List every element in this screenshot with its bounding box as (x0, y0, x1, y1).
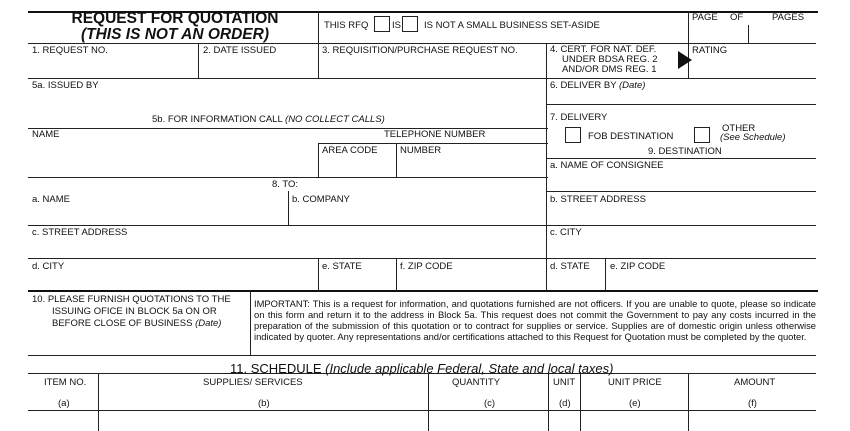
rule (688, 373, 689, 431)
rule (580, 373, 581, 431)
pages-label: PAGES (772, 12, 805, 23)
rule (98, 373, 99, 431)
rule (396, 258, 397, 290)
fob-destination-checkbox[interactable] (565, 127, 581, 143)
form-title: REQUEST FOR QUOTATION (71, 10, 279, 27)
cert-label-line1: 4. CERT. FOR NAT. DEF. (550, 44, 657, 55)
rule (198, 43, 199, 78)
furnish-date-hint: (Date) (195, 318, 222, 329)
rating-label: RATING (692, 45, 728, 56)
furnish-line2: ISSUING OFICE IN BLOCK 5a ON OR (52, 306, 217, 317)
fob-destination-label: FOB DESTINATION (588, 131, 674, 142)
rule (28, 258, 816, 259)
col-unit-price-letter: (e) (629, 398, 641, 409)
info-call-label (152, 115, 385, 125)
rule (28, 177, 548, 178)
other-checkbox[interactable] (694, 127, 710, 143)
rule (748, 25, 749, 43)
request-no-label: 1. REQUEST NO. (32, 45, 108, 56)
col-supplies: SUPPLIES/ SERVICES (203, 377, 303, 388)
rfq-set-aside-label: IS NOT A SMALL BUSINESS SET-ASIDE (424, 20, 600, 31)
no-collect-note: (NO COLLECT CALLS) (285, 114, 385, 125)
to-city-label: d. CITY (32, 261, 65, 272)
arrow-right-icon (678, 51, 692, 69)
rule (546, 43, 547, 290)
rule (28, 290, 818, 292)
to-street-label: c. STREET ADDRESS (32, 227, 128, 238)
phone-number-label: NUMBER (400, 145, 442, 156)
col-unit: UNIT (553, 377, 576, 388)
destination-label: 9. DESTINATION (648, 146, 722, 157)
delivery-label: 7. DELIVERY (550, 112, 608, 123)
rule (28, 355, 816, 356)
to-name-label: a. NAME (32, 194, 71, 205)
rule (288, 191, 289, 225)
dest-zip-label: e. ZIP CODE (610, 261, 666, 272)
rule (546, 104, 816, 105)
rule (318, 143, 548, 144)
of-label: OF (730, 12, 744, 23)
issued-by-label: 5a. ISSUED BY (32, 80, 99, 91)
rule (28, 410, 816, 411)
col-supplies-letter: (b) (258, 398, 270, 409)
rfq-is-checkbox[interactable] (374, 16, 390, 32)
requisition-label: 3. REQUISITION/PURCHASE REQUEST NO. (322, 45, 518, 56)
furnish-line3 (52, 319, 221, 329)
dest-street-label: b. STREET ADDRESS (550, 194, 646, 205)
deliver-by-label (550, 81, 645, 91)
col-quantity-letter: (c) (484, 398, 496, 409)
col-unit-price: UNIT PRICE (608, 377, 662, 388)
col-unit-letter: (d) (559, 398, 571, 409)
furnish-line1: 10. PLEASE FURNISH QUOTATIONS TO THE (32, 294, 231, 305)
page-label: PAGE (692, 12, 718, 23)
to-label: 8. TO: (272, 179, 299, 190)
date-issued-label: 2. DATE ISSUED (203, 45, 277, 56)
rule (318, 11, 319, 78)
rule (546, 158, 816, 159)
rule (428, 373, 429, 431)
rule (250, 290, 251, 355)
cert-label-line2: UNDER BDSA REG. 2 (562, 54, 658, 65)
col-amount: AMOUNT (734, 377, 776, 388)
schedule-taxes-note: (Include applicable Federal, State and local taxes) (325, 361, 614, 376)
rule (546, 191, 816, 192)
info-call-text: 5b. FOR INFORMATION CALL (152, 114, 283, 125)
area-code-label: AREA CODE (322, 145, 378, 156)
contact-name-label: NAME (32, 129, 60, 140)
rule (28, 225, 816, 226)
col-quantity: QUANTITY (452, 377, 501, 388)
schedule-title (230, 361, 613, 376)
telephone-label: TELEPHONE NUMBER (384, 129, 486, 140)
rule (318, 143, 319, 177)
dest-state-label: d. STATE (550, 261, 590, 272)
deliver-by-date-hint: (Date) (619, 80, 646, 91)
rule (318, 258, 319, 290)
to-company-label: b. COMPANY (292, 194, 350, 205)
dest-city-label: c. CITY (550, 227, 582, 238)
rfq-is-label: IS (392, 20, 401, 31)
rule (548, 373, 549, 431)
schedule-title-text: 11. SCHEDULE (230, 361, 322, 376)
to-zip-label: f. ZIP CODE (400, 261, 453, 272)
col-item-no: ITEM NO. (44, 377, 87, 388)
col-item-no-letter: (a) (58, 398, 70, 409)
form-subtitle: (THIS IS NOT AN ORDER) (80, 26, 269, 43)
cert-label-line3: AND/OR DMS REG. 1 (562, 64, 657, 75)
rule (605, 258, 606, 290)
other-label: OTHER (722, 123, 756, 134)
see-schedule-note: (See Schedule) (720, 132, 786, 143)
col-amount-letter: (f) (748, 398, 757, 409)
deliver-by-text: 6. DELIVER BY (550, 80, 617, 91)
furnish-line3-text: BEFORE CLOSE OF BUSINESS (52, 318, 193, 329)
consignee-label: a. NAME OF CONSIGNEE (550, 160, 664, 171)
important-notice: IMPORTANT: This is a request for information, and quotations furnished are not officers. If you are unable to quote, please so indicate on this form and return it to the address in Block 5a. This request does not commit the Government to pay any costs incurred in the preparation of the submission of this quotation or to contract for supplies or service. Supplies are of domestic origin unless otherwise indicated by quoter. Any representations and/or certifications attached to this Request for Quotation must be completed by the quoter. (254, 298, 816, 342)
rfq-is-not-checkbox[interactable] (402, 16, 418, 32)
rule (396, 143, 397, 177)
rfq-prefix-label: THIS RFQ (324, 20, 369, 31)
rule (28, 78, 816, 79)
rule (688, 11, 689, 43)
to-state-label: e. STATE (322, 261, 362, 272)
